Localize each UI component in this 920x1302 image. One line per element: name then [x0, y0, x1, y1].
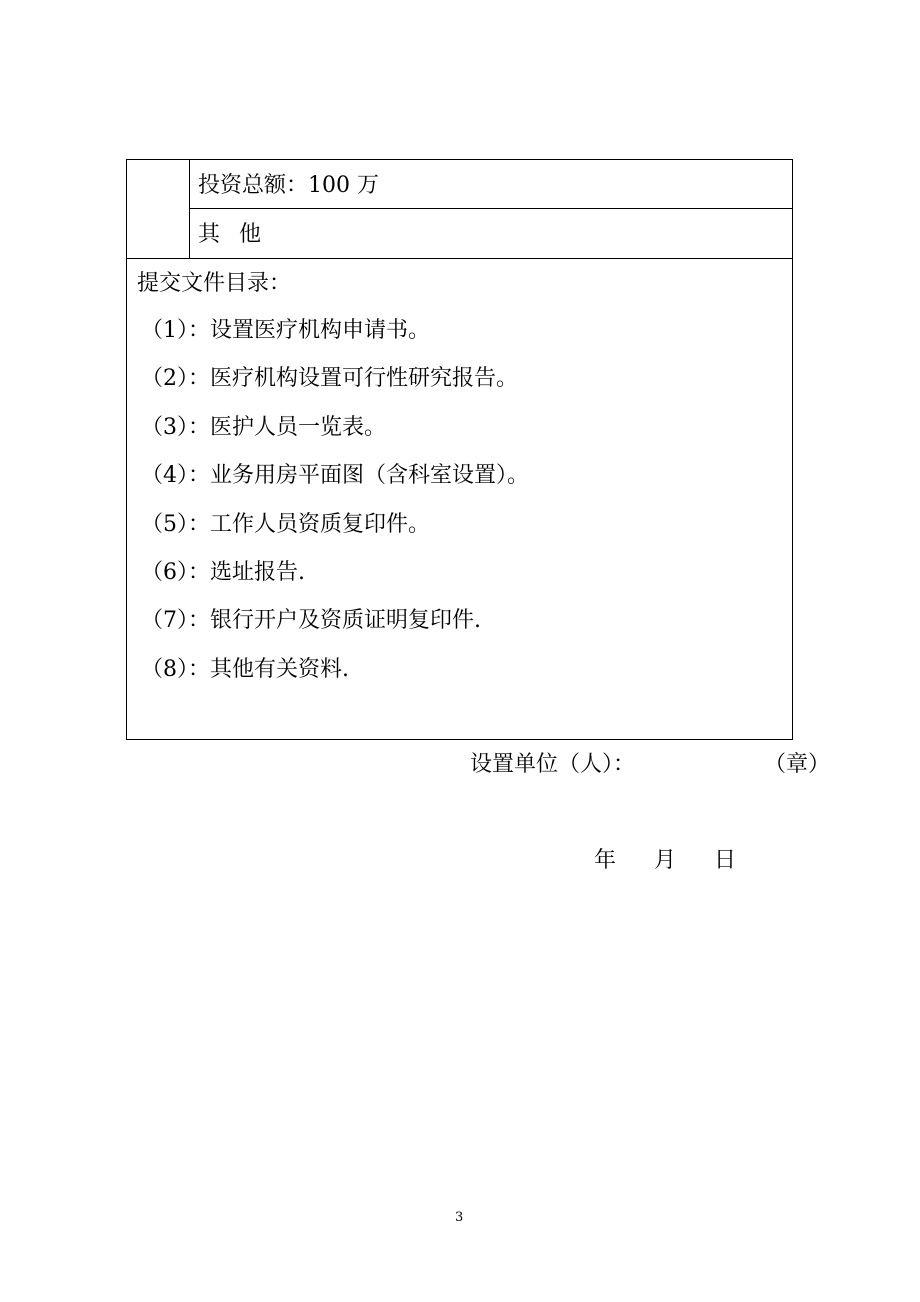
- document-item: （5）：工作人员资质复印件。: [141, 511, 430, 537]
- stamp-label: （章）: [763, 752, 830, 777]
- other-cell: 其 他: [198, 222, 267, 247]
- day-label: 日: [714, 848, 737, 873]
- page-number: 3: [455, 1210, 464, 1225]
- applicant-label: 设置单位（人）：: [470, 752, 636, 777]
- document-item: （3）：医护人员一览表。: [141, 414, 386, 440]
- document-item: （2）：医疗机构设置可行性研究报告。: [141, 366, 518, 392]
- row-divider: [190, 208, 792, 209]
- document-item: （1）：设置医疗机构申请书。: [141, 318, 430, 343]
- documents-heading: 提交文件目录：: [137, 271, 292, 296]
- row-divider: [127, 258, 792, 259]
- month-label: 月: [654, 848, 677, 873]
- investment-total-cell: 投资总额：100 万: [198, 173, 379, 198]
- signature-line: [470, 754, 830, 776]
- document-item: （7）：银行开户及资质证明复印件.: [141, 608, 481, 634]
- document-item: （4）：业务用房平面图（含科室设置）。: [141, 463, 529, 489]
- application-table: [126, 159, 793, 740]
- date-line: [594, 850, 736, 872]
- year-label: 年: [594, 848, 617, 873]
- document-item: （8）：其他有关资料.: [141, 656, 349, 682]
- document-item: （6）：选址报告.: [141, 559, 305, 585]
- documents-list: [141, 320, 529, 707]
- merged-left-cell: [127, 160, 190, 258]
